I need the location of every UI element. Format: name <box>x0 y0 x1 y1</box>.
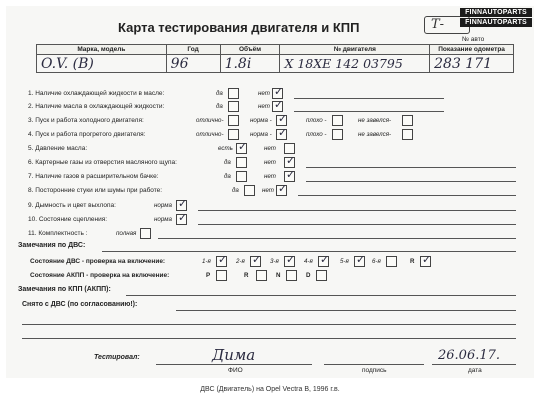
item-9 <box>28 202 116 216</box>
gear-box-3[interactable] <box>284 256 295 267</box>
item-9-line <box>198 210 516 211</box>
akpp-box-d[interactable] <box>316 270 327 281</box>
item-3-opt-normal: норма - <box>250 117 272 124</box>
item-7 <box>28 173 159 187</box>
gear-label-4: 4-я <box>304 258 313 265</box>
gear-label-1: 1-я <box>202 258 211 265</box>
stamp-number: Т- <box>424 16 470 34</box>
value-year: 96 <box>166 55 220 73</box>
header-volume: Объём <box>220 45 280 55</box>
akpp-label-p: P <box>206 272 211 279</box>
value-engine-no: X 18XE 142 03795 <box>280 55 430 73</box>
akpp-box-r[interactable] <box>256 270 267 281</box>
date-value: 26.06.17. <box>438 348 501 363</box>
item-2 <box>28 103 164 117</box>
fio-label: ФИО <box>228 367 243 374</box>
gear-box-4[interactable] <box>318 256 329 267</box>
item-10-opt-normal: норма <box>154 216 172 223</box>
item-8 <box>28 187 162 201</box>
item-11-line <box>158 238 516 239</box>
item-1-label: 1. Наличие охлаждающей жидкости в масле: <box>28 90 165 97</box>
value-volume: 1.8i <box>220 55 280 73</box>
item-11-opt-full: полная <box>116 230 137 237</box>
item-3-opt-excellent: отлично- <box>196 117 224 124</box>
item-9-opt-normal: норма <box>154 202 172 209</box>
gear-label-3: 3-я <box>270 258 279 265</box>
check-mark-icon: ✓ <box>422 254 432 266</box>
form-title: Карта тестирования двигателя и КПП <box>118 20 360 35</box>
item-11-box-full[interactable] <box>140 228 151 239</box>
item-6-opt-yes: да <box>224 159 231 166</box>
gear-label-6: 6-я <box>372 258 381 265</box>
watermark <box>460 8 532 28</box>
item-8-opt-no: нет <box>262 187 274 194</box>
item-5 <box>28 145 87 159</box>
remarks-engine-label: Замечания по ДВС: <box>18 242 86 249</box>
item-6-opt-no: нет <box>264 159 276 166</box>
item-4-label: 4. Пуск и работа прогретого двигателя: <box>28 131 146 138</box>
item-6-box-yes[interactable] <box>236 157 247 168</box>
check-mark-icon: ✓ <box>274 99 284 111</box>
remarks-engine-line <box>102 251 516 252</box>
item-1-opt-yes: да <box>216 90 223 97</box>
vehicle-header-table <box>36 44 514 73</box>
item-6-label: 6. Картерные газы из отверстия масляного щупа: <box>28 159 177 166</box>
akpp-label-n: N <box>276 272 281 279</box>
removed-line-3 <box>22 338 516 339</box>
item-3-opt-bad: плохо - <box>306 117 327 124</box>
date-label: дата <box>468 367 482 374</box>
akpp-box-n[interactable] <box>286 270 297 281</box>
removed-line-1 <box>176 310 516 311</box>
item-4-opt-excellent: отлично- <box>196 131 224 138</box>
item-2-opt-yes: да <box>216 103 223 110</box>
item-1-opt-no: нет <box>258 90 270 97</box>
value-odometer: 283 171 <box>430 55 514 73</box>
item-4-opt-nostart: не завелся- <box>358 131 392 138</box>
akpp-label-d: D <box>306 272 311 279</box>
item-8-label: 8. Посторонние стуки или шумы при работе: <box>28 187 163 194</box>
item-1-line <box>294 98 444 99</box>
item-10-box-normal[interactable] <box>176 214 187 225</box>
check-mark-icon: ✓ <box>178 198 188 210</box>
item-8-line <box>298 195 516 196</box>
akpp-label-r: R <box>244 272 249 279</box>
item-2-line <box>294 111 444 112</box>
sign-label: подпись <box>362 367 387 374</box>
item-7-box-no[interactable] <box>284 171 295 182</box>
header-engine-no: № двигателя <box>280 45 430 55</box>
check-mark-icon: ✓ <box>274 86 284 98</box>
item-3-box-nostart[interactable] <box>402 115 413 126</box>
item-6-box-no[interactable] <box>284 157 295 168</box>
signature-value: Дима <box>212 346 256 364</box>
item-7-box-yes[interactable] <box>236 171 247 182</box>
item-3-opt-nostart: не завелся- <box>358 117 392 124</box>
check-mark-icon: ✓ <box>320 254 330 266</box>
item-7-label: 7. Наличие газов в расширительном бачке: <box>28 173 159 180</box>
item-4 <box>28 131 145 145</box>
test-card-sheet <box>6 6 534 378</box>
item-10-line <box>198 224 516 225</box>
check-mark-icon: ✓ <box>278 183 288 195</box>
check-mark-icon: ✓ <box>286 254 296 266</box>
item-4-box-normal[interactable] <box>276 129 287 140</box>
date-line <box>432 364 516 365</box>
item-5-opt-no: нет <box>264 145 276 152</box>
remarks-kpp-line <box>126 295 516 296</box>
check-mark-icon: ✓ <box>252 254 262 266</box>
engine-test-label: Состояние ДВС - проверка на включение: <box>30 258 166 265</box>
item-11-label: 11. Комплектность : <box>28 230 88 237</box>
check-mark-icon: ✓ <box>286 169 296 181</box>
tested-label: Тестировал: <box>94 354 140 361</box>
item-7-line <box>306 181 516 182</box>
item-7-opt-no: нет <box>264 173 276 180</box>
gear-box-r[interactable] <box>420 256 431 267</box>
item-10-label: 10. Состояние сцепления: <box>28 216 108 223</box>
item-9-box-normal[interactable] <box>176 200 187 211</box>
item-2-box-no[interactable] <box>272 101 283 112</box>
gear-label-5: 5-я <box>340 258 349 265</box>
header-year: Год <box>166 45 220 55</box>
item-10 <box>28 216 107 230</box>
check-mark-icon: ✓ <box>278 113 288 125</box>
item-3-box-normal[interactable] <box>276 115 287 126</box>
item-2-box-yes[interactable] <box>228 101 239 112</box>
item-9-label: 9. Дымность и цвет выхлопа: <box>28 202 116 209</box>
removed-label: Снято с ДВС (по согласованию!): <box>22 301 138 308</box>
removed-line-2 <box>22 324 516 325</box>
gear-box-5[interactable] <box>354 256 365 267</box>
gear-label-r: R <box>410 258 415 265</box>
check-mark-icon: ✓ <box>278 127 288 139</box>
check-mark-icon: ✓ <box>286 155 296 167</box>
gear-box-6[interactable] <box>386 256 397 267</box>
item-4-opt-bad: плохо - <box>306 131 327 138</box>
item-1-box-yes[interactable] <box>228 88 239 99</box>
item-6-line <box>306 167 516 168</box>
item-2-label: 2. Наличие масла в охлаждающей жидкости: <box>28 103 165 110</box>
item-8-opt-yes: да <box>232 187 239 194</box>
value-make: O.V. (B) <box>37 55 167 73</box>
item-5-label: 5. Давление масла: <box>28 145 88 152</box>
item-1 <box>28 90 164 104</box>
num-auto-label: № авто <box>462 36 485 43</box>
akpp-box-p[interactable] <box>216 270 227 281</box>
watermark-line-1: FINNAUTOPARTS <box>460 8 532 17</box>
item-4-box-nostart[interactable] <box>402 129 413 140</box>
watermark-line-2: FINNAUTOPARTS <box>460 18 532 27</box>
item-4-box-bad[interactable] <box>332 129 343 140</box>
item-2-opt-no: нет <box>258 103 270 110</box>
item-5-box-yes[interactable] <box>236 143 247 154</box>
item-5-opt-yes: есть <box>218 145 233 152</box>
item-3-box-excellent[interactable] <box>228 115 239 126</box>
sign-line <box>324 364 424 365</box>
fio-line <box>156 364 312 365</box>
item-4-box-excellent[interactable] <box>228 129 239 140</box>
item-7-opt-yes: да <box>224 173 231 180</box>
item-5-box-no[interactable] <box>284 143 295 154</box>
item-3 <box>28 117 144 131</box>
item-8-box-no[interactable] <box>276 185 287 196</box>
item-4-opt-normal: норма - <box>250 131 272 138</box>
check-mark-icon: ✓ <box>178 212 188 224</box>
item-8-box-yes[interactable] <box>244 185 255 196</box>
remarks-kpp-label: Замечания по КПП (АКПП): <box>18 286 111 293</box>
image-caption: ДВС (Двигатель) на Opel Vectra B, 1996 г.в. <box>200 386 340 393</box>
gear-box-1[interactable] <box>216 256 227 267</box>
item-3-label: 3. Пуск и работа холодного двигателя: <box>28 117 144 124</box>
item-6 <box>28 159 177 173</box>
item-3-box-bad[interactable] <box>332 115 343 126</box>
check-mark-icon: ✓ <box>218 254 228 266</box>
check-mark-icon: ✓ <box>356 254 366 266</box>
gear-box-2[interactable] <box>250 256 261 267</box>
akpp-test-label: Состояние АКПП - проверка на включение: <box>30 272 170 279</box>
header-odometer: Показание одометра <box>430 45 514 55</box>
check-mark-icon: ✓ <box>238 141 248 153</box>
gear-label-2: 2-я <box>236 258 245 265</box>
header-make: Марка, модель <box>37 45 167 55</box>
